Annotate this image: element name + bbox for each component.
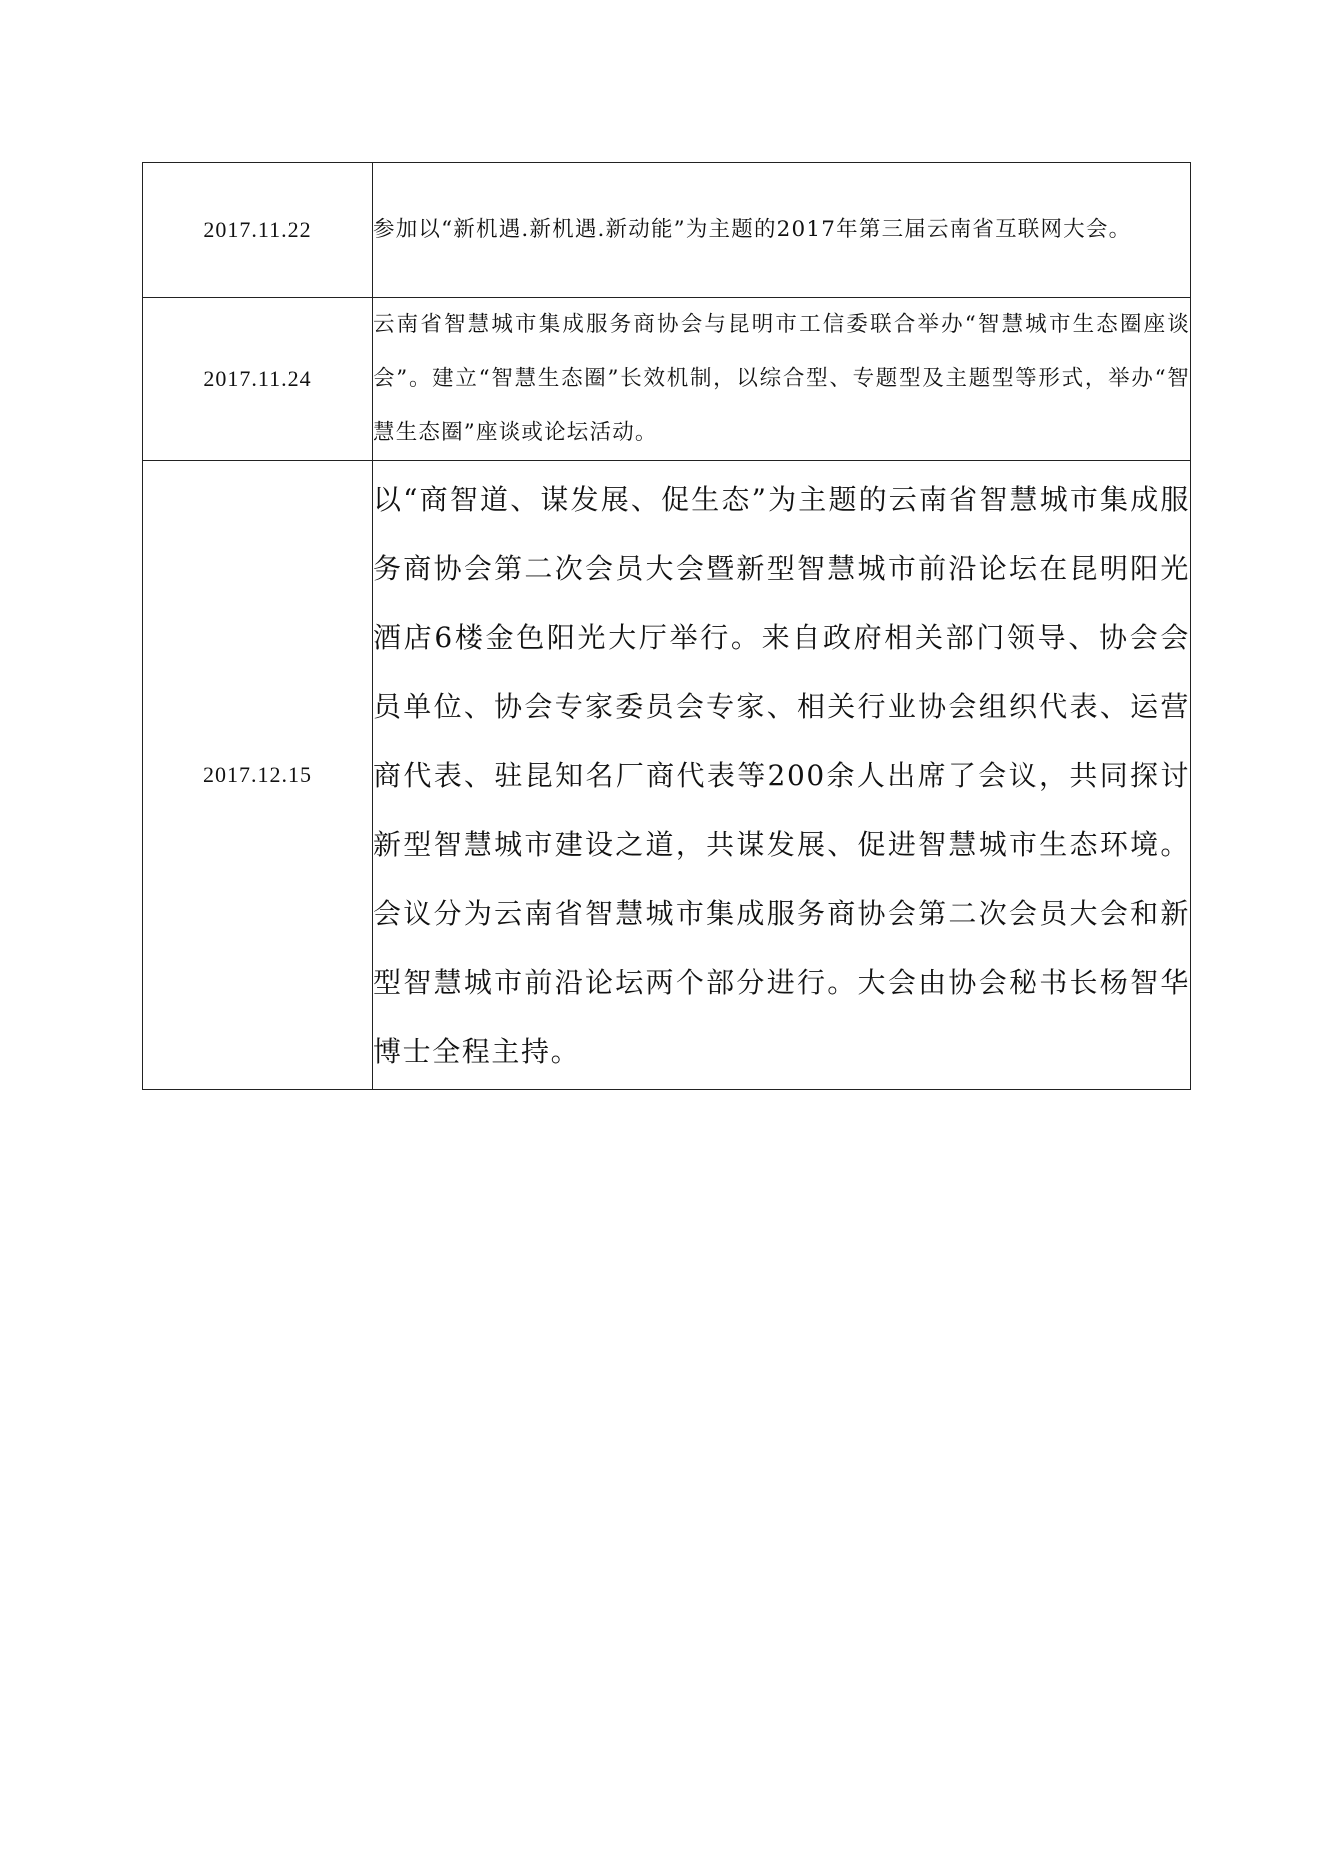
- table-row: [143, 298, 1191, 461]
- events-table: [142, 162, 1191, 1090]
- event-description: 以“商智道、谋发展、促生态”为主题的云南省智慧城市集成服务商协会第二次会员大会暨新型智慧城市前沿论坛在昆明阳光酒店6楼金色阳光大厅举行。来自政府相关部门领导、协会会员单位、协会专家委员会专家、相关行业协会组织代表、运营商代表、驻昆知名厂商代表等200余人出席了会议，共同探讨新型智慧城市建设之道，共谋发展、促进智慧城市生态环境。会议分为云南省智慧城市集成服务商协会第二次会员大会和新型智慧城市前沿论坛两个部分进行。大会由协会秘书长杨智华博士全程主持。: [373, 482, 1190, 1068]
- table-row: [143, 163, 1191, 298]
- event-description: 参加以“新机遇.新机遇.新动能”为主题的2017年第三届云南省互联网大会。: [373, 217, 1132, 242]
- table-row: [143, 461, 1191, 1090]
- event-description-cell: [373, 461, 1191, 1090]
- event-description-cell: [373, 298, 1191, 461]
- event-date: 2017.11.24: [143, 298, 373, 461]
- event-description: 云南省智慧城市集成服务商协会与昆明市工信委联合举办“智慧城市生态圈座谈会”。建立“智慧生态圈”长效机制，以综合型、专题型及主题型等形式，举办“智慧生态圈”座谈或论坛活动。: [373, 312, 1190, 445]
- event-description-cell: [373, 163, 1191, 298]
- event-date: 2017.12.15: [143, 461, 373, 1090]
- event-date: 2017.11.22: [143, 163, 373, 298]
